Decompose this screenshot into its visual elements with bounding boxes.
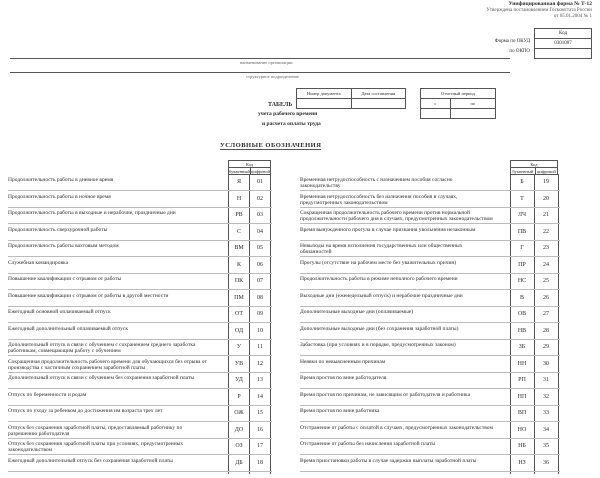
legend-digit-code: 18 [257,460,263,466]
legend-description: Временная нетрудоспособность с назначением пособия согласно законодательству [300,177,453,189]
legend-letter-code: ВП [517,410,527,416]
row-divider [300,273,560,274]
legend-description: Продолжительность работы в ночное время [8,194,111,200]
legend-letter-code: НЗ [518,460,526,466]
legend-description: Дополнительный отпуск в связи с обучением без сохранения заработной платы [8,375,195,381]
period-table [420,88,496,119]
legend-row [0,407,600,421]
legend-description: Продолжительность работы вахтовым методом [8,243,119,249]
row-divider [8,273,272,274]
row-divider [300,322,560,323]
legend-letter-code: НБ [518,443,526,449]
document-subtitle-2: и расчета оплаты труда [262,121,321,127]
legend-row [0,325,600,339]
legend-row [0,308,600,322]
legend-letter-code: В [519,295,524,301]
row-divider [300,421,560,422]
legend-digit-code: 12 [257,361,263,367]
legend-letter-code: ОЖ [234,410,244,416]
legend-description: Невыходы на время исполнения государственных или общественных обязанностей [300,243,463,255]
legend-letter-code: УВ [234,361,244,367]
legend-description: Продолжительность работы в режиме неполного рабочего времени [300,276,458,282]
period-to: по [450,99,495,109]
legend-description: Время простоя по вине работника [300,408,380,414]
legend-letter-code: НО [517,427,527,433]
row-divider [300,339,560,340]
legend-row [0,292,600,306]
legend-row [0,457,600,471]
row-divider [8,405,272,406]
row-divider [8,223,272,224]
legend-letter-code: Б [520,179,524,185]
legend-letter-code: ПК [234,278,244,284]
legend-letter-code: РВ [235,212,243,218]
row-divider [8,306,272,307]
legend-digit-code: 16 [257,427,263,433]
left-code-header [228,160,271,175]
legend-title: УСЛОВНЫЕ ОБОЗНАЧЕНИЯ [220,142,322,149]
legend-digit-code: 22 [543,229,549,235]
legend-description: Отстранение от работы без начисления заработной платы [300,441,436,447]
legend-digit-code: 19 [543,179,549,185]
legend-letter-code: Т [520,196,524,202]
legend-letter-code: С [236,229,241,235]
legend-letter-code: Н [236,196,242,202]
legend-digit-code: 05 [257,245,263,251]
legend-description: Забастовка (при условиях и в порядке, предусмотренных законом) [300,342,456,348]
row-divider [8,256,272,257]
legend-row [0,358,600,372]
row-divider [8,207,272,208]
legend-row [0,391,600,405]
row-divider [300,355,560,356]
legend-digit-code: 01 [257,179,263,185]
okpo-label: по ОКПО [509,49,530,54]
legend-digit-code: 02 [257,196,263,202]
legend-letter-code: ПВ [517,229,527,235]
legend-letter-code: Г [520,245,524,251]
legend-description: Ежегодный основной оплачиваемый отпуск [8,309,111,315]
okud-value: 0301007 [535,39,591,49]
row-divider [300,471,560,472]
row-divider [8,454,272,455]
legend-letter-code: Я [236,179,241,185]
legend-digit-code: 30 [543,361,549,367]
legend-description: Сокращенная продолжительность рабочего времени для обучающихся без отрыва от производства с частичным сохранением заработной платы [8,359,207,371]
legend-row [0,259,600,273]
row-divider [8,438,272,439]
legend-description: Неявки по невыясненным причинам [300,359,386,365]
legend-letter-code: ДО [234,427,244,433]
legend-digit-code: 20 [543,196,549,202]
row-divider [300,306,560,307]
legend-digit-code: 13 [257,377,263,383]
legend-description: Повышение квалификации с отрывом от работы [8,276,122,282]
row-divider [8,339,272,340]
legend-digit-code: 21 [543,212,549,218]
doc-date-cell [351,99,405,109]
doc-number-cell [297,99,352,109]
okud-label: Форма по ОКУД [494,39,530,44]
row-divider [8,471,272,472]
legend-digit-code: 29 [543,344,549,350]
legend-description: Отпуск без сохранения заработной платы при условиях, предусмотренных законодательством [8,441,184,453]
legend-letter-code: ПР [518,262,526,268]
legend-letter-code: НП [517,394,527,400]
legend-description: Время приостановки работы в случае задержки выплаты заработной платы [300,458,477,464]
row-divider [300,223,560,224]
legend-letter-code: ОВ [517,311,527,317]
form-approval-date: от 05.01.2004 № 1 [553,14,592,19]
left-digit-head: цифровой [250,168,270,174]
legend-description: Время вынужденного прогула в случае признания увольнения незаконным [300,227,476,233]
legend-description: Повышение квалификации с отрывом от работы в другой местности [8,293,169,299]
legend-digit-code: 10 [257,328,263,334]
legend-digit-code: 34 [543,427,549,433]
legend-digit-code: 25 [543,278,549,284]
legend-description: Прогулы (отсутствие на рабочем месте без уважительных причин) [300,260,457,266]
legend-digit-code: 28 [543,328,549,334]
organization-line [10,58,510,59]
legend-digit-code: 32 [543,394,549,400]
legend-letter-code: ЛЧ [518,212,526,218]
row-divider [300,240,560,241]
legend-row [0,374,600,388]
codes-box [534,28,592,59]
right-code-header [510,160,558,175]
legend-digit-code: 14 [257,394,263,400]
row-divider [300,454,560,455]
legend-digit-code: 15 [257,410,263,416]
legend-digit-code: 08 [257,295,263,301]
legend-description: Отпуск без сохранения заработной платы, предоставляемый работнику по разрешению работодателя [8,425,183,437]
legend-row [0,193,600,207]
row-divider [300,388,560,389]
legend-description: Дополнительные выходные дни (оплачиваемые) [300,309,414,315]
period-to-value [450,109,495,119]
legend-letter-code: ВМ [234,245,244,251]
legend-row [0,275,600,289]
legend-digit-code: 27 [543,311,549,317]
row-divider [300,207,560,208]
row-divider [8,240,272,241]
document-subtitle-1: учета рабочего времени [258,111,318,117]
row-divider [8,289,272,290]
legend-row [0,424,600,438]
legend-letter-code: НС [517,278,527,284]
legend-letter-code: ЗБ [518,344,526,350]
subdivision-line [10,72,510,73]
legend-description: Отстранение от работы с оплатой в случаях, предусмотренных законодательством [300,425,493,431]
legend-row [0,440,600,454]
legend-digit-code: 04 [257,229,263,235]
subdivision-caption: структурное подразделение [246,74,299,79]
legend-row [0,242,600,256]
legend-digit-code: 31 [543,377,549,383]
legend-description: Временная нетрудоспособность без назначения пособия в случаях, предусмотренных законодательством [300,194,458,206]
legend-row [0,176,600,190]
legend-digit-code: 33 [543,410,549,416]
form-title: Унифицированная форма № Т-12 [508,1,592,7]
legend-description: Дополнительные выходные дни (без сохранения заработной платы) [300,326,459,332]
left-code-head: Код [229,161,271,168]
legend-description: Время простоя по причинам, не зависящим от работодателя и работника [300,392,471,398]
doc-date-head: Дата составления [351,89,405,99]
legend-description: Сокращенная продолжительность рабочего времени против нормальной продолжительности рабочего дня в случаях, предусмотренных законодательством [300,210,493,222]
row-divider [8,355,272,356]
legend-letter-code: У [236,344,242,350]
period-from-value [421,109,451,119]
row-divider [300,289,560,290]
legend-letter-code: ОЗ [235,443,243,449]
legend-description: Продолжительность сверхурочной работы [8,227,108,233]
right-digit-head: цифровой [536,168,556,174]
legend-letter-code: УД [235,377,243,383]
left-letter-head: буквенный [229,168,250,174]
legend-letter-code: РП [518,377,526,383]
legend-description: Отпуск по беременности и родам [8,392,87,398]
row-divider [300,438,560,439]
legend-description: Дополнительный отпуск в связи с обучением с сохранением среднего заработка работникам, совмещающим работу с обучением [8,342,196,354]
legend-description: Ежегодный дополнительный отпуск без сохранения заработной платы [8,458,173,464]
legend-description: Время простоя по вине работодателя [300,375,387,381]
row-divider [300,256,560,257]
legend-row [0,226,600,240]
legend-description: Служебная командировка [8,260,69,266]
codes-header: Код [535,29,591,39]
row-divider [8,190,272,191]
legend-row [0,341,600,355]
legend-letter-code: ПМ [234,295,244,301]
legend-description: Продолжительность работы в дневное время [8,177,114,183]
period-from: с [421,99,451,109]
legend-letter-code: Р [237,394,241,400]
legend-description: Ежегодный дополнительный оплачиваемый отпуск [8,326,129,332]
row-divider [8,388,272,389]
legend-digit-code: 06 [257,262,263,268]
legend-digit-code: 09 [257,311,263,317]
row-divider [8,421,272,422]
legend-letter-code: ДБ [235,460,243,466]
legend-digit-code: 26 [543,295,549,301]
legend-letter-code: К [236,262,241,268]
right-letter-head: буквенный [512,168,534,174]
legend-description: Продолжительность работы в выходные и нерабочие, праздничные дни [8,210,176,216]
okpo-value [535,49,591,58]
legend-letter-code: НН [517,361,527,367]
legend-digit-code: 24 [543,262,549,268]
legend-digit-code: 23 [543,245,549,251]
legend-letter-code: ОТ [235,311,243,317]
document-number-table [296,88,406,109]
legend-row [0,209,600,223]
row-divider [300,372,560,373]
legend-digit-code: 11 [257,344,263,350]
row-divider [300,405,560,406]
right-code-head: Код [511,161,558,168]
legend-digit-code: 17 [257,443,263,449]
legend-letter-code: ОД [234,328,244,334]
legend-digit-code: 07 [257,278,263,284]
legend-description: Отпуск по уходу за ребенком до достижения им возраста трех лет [8,408,163,414]
legend-description: Выходные дни (еженедельный отпуск) и нерабочие праздничные дни [300,293,463,299]
legend-digit-code: 03 [257,212,263,218]
legend-digit-code: 36 [543,460,549,466]
row-divider [8,372,272,373]
row-divider [300,190,560,191]
period-head: Отчетный период [421,89,496,99]
document-title: ТАБЕЛЬ [268,102,293,108]
form-approval-line: Утверждена постановлением Госкомстата России [486,8,592,13]
legend-letter-code: НВ [517,328,527,334]
legend-digit-code: 35 [543,443,549,449]
row-divider [8,322,272,323]
organization-caption: наименование организации [240,60,293,65]
doc-number-head: Номер документа [297,89,352,99]
